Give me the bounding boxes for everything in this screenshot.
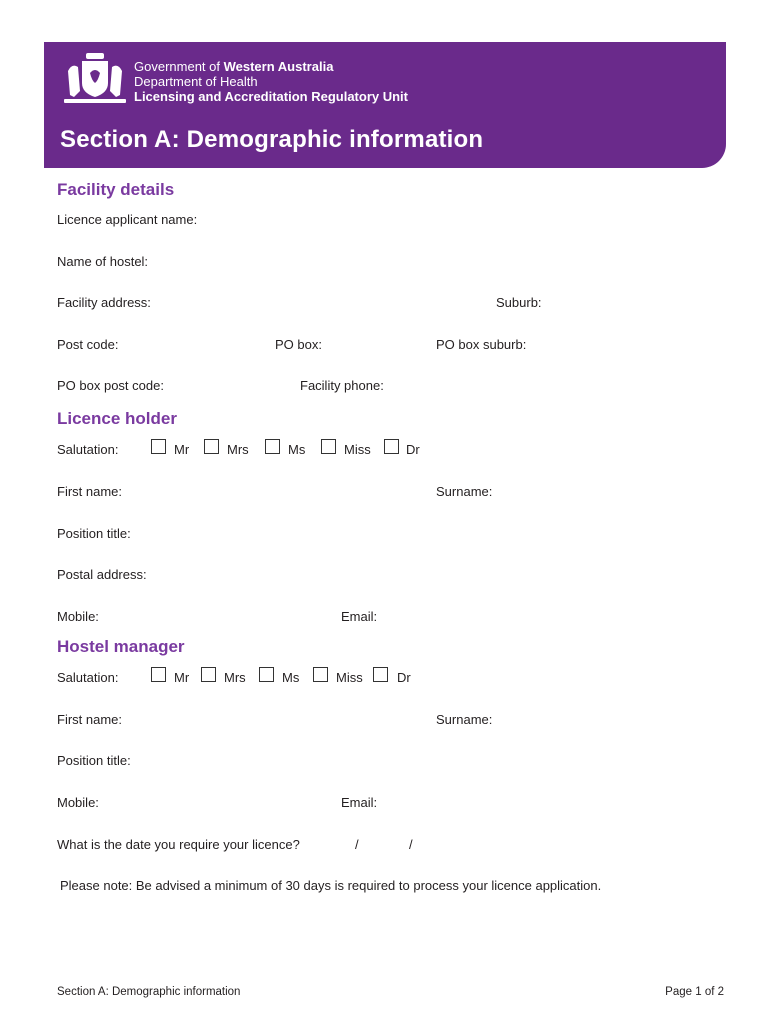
po-box-label: PO box:	[275, 337, 322, 352]
manager-ms-checkbox[interactable]	[259, 667, 274, 682]
manager-salutation-label: Salutation:	[57, 670, 119, 685]
licence-date-question: What is the date you require your licence?	[57, 837, 300, 852]
manager-mr-checkbox[interactable]	[151, 667, 166, 682]
government-name	[134, 59, 408, 104]
post-code-label: Post code:	[57, 337, 119, 352]
section-title: Section A: Demographic information	[60, 126, 484, 153]
manager-first-name-label: First name:	[57, 712, 123, 727]
manager-mrs-checkbox[interactable]	[201, 667, 216, 682]
suburb-label: Suburb:	[496, 295, 542, 310]
holder-miss-label: Miss	[344, 442, 371, 457]
holder-miss-checkbox[interactable]	[321, 439, 336, 454]
holder-mrs-checkbox[interactable]	[204, 439, 219, 454]
date-separator-1: /	[355, 837, 359, 852]
manager-miss-label: Miss	[336, 670, 363, 685]
manager-mr-label: Mr	[174, 670, 190, 685]
holder-ms-checkbox[interactable]	[265, 439, 280, 454]
facility-heading: Facility details	[57, 180, 175, 199]
holder-postal-address-label: Postal address:	[57, 567, 147, 582]
manager-mrs-label: Mrs	[224, 670, 246, 685]
holder-email-label: Email:	[341, 609, 378, 624]
department-name: Department of Health	[134, 74, 258, 89]
manager-surname-label: Surname:	[436, 712, 493, 727]
manager-dr-label: Dr	[397, 670, 411, 685]
processing-note: Please note: Be advised a minimum of 30 days is required to process your licence application.	[60, 878, 602, 893]
date-separator-2: /	[409, 837, 413, 852]
manager-email-label: Email:	[341, 795, 378, 810]
footer-page-number: Page 1 of 2	[665, 986, 724, 998]
holder-mr-checkbox[interactable]	[151, 439, 166, 454]
coat-of-arms-icon	[60, 51, 130, 107]
hostel-manager-heading: Hostel manager	[57, 637, 185, 656]
holder-first-name-label: First name:	[57, 484, 123, 499]
holder-mrs-label: Mrs	[227, 442, 249, 457]
header-banner	[44, 42, 726, 168]
holder-mobile-label: Mobile:	[57, 609, 99, 624]
manager-mobile-label: Mobile:	[57, 795, 99, 810]
licence-holder-heading: Licence holder	[57, 409, 177, 428]
footer-section-label: Section A: Demographic information	[57, 986, 241, 998]
po-box-post-code-label: PO box post code:	[57, 378, 164, 393]
gov-name: Western Australia	[223, 59, 334, 74]
holder-mr-label: Mr	[174, 442, 190, 457]
manager-dr-checkbox[interactable]	[373, 667, 388, 682]
manager-ms-label: Ms	[282, 670, 300, 685]
facility-address-label: Facility address:	[57, 295, 151, 310]
facility-phone-label: Facility phone:	[300, 378, 384, 393]
hostel-name-label: Name of hostel:	[57, 254, 149, 269]
applicant-name-label: Licence applicant name:	[57, 212, 198, 227]
holder-salutation-label: Salutation:	[57, 442, 119, 457]
holder-ms-label: Ms	[288, 442, 306, 457]
unit-name: Licensing and Accreditation Regulatory Unit	[134, 89, 408, 104]
holder-dr-checkbox[interactable]	[384, 439, 399, 454]
gov-prefix: Government of	[134, 59, 224, 74]
po-box-suburb-label: PO box suburb:	[436, 337, 527, 352]
holder-surname-label: Surname:	[436, 484, 493, 499]
holder-position-title-label: Position title:	[57, 526, 131, 541]
manager-position-title-label: Position title:	[57, 753, 131, 768]
holder-dr-label: Dr	[406, 442, 420, 457]
manager-miss-checkbox[interactable]	[313, 667, 328, 682]
